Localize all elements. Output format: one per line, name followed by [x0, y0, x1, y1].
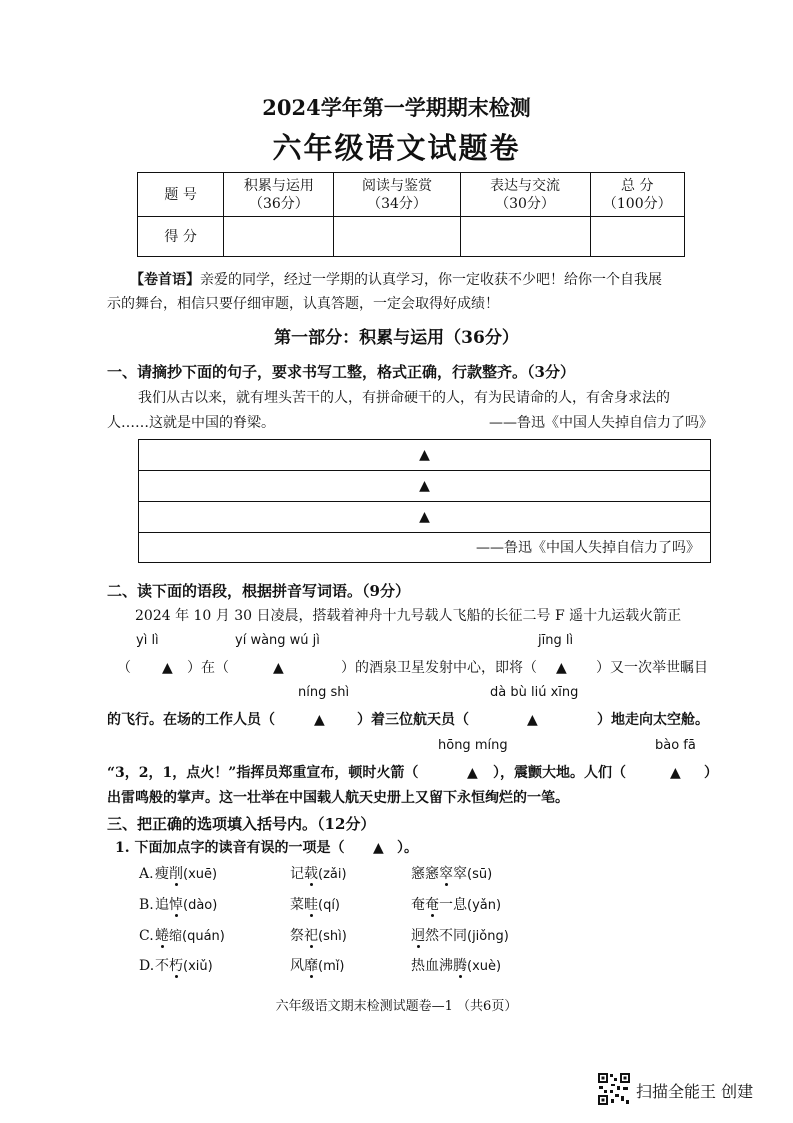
qr-code-icon: [597, 1072, 631, 1106]
score-table-col-4: 总 分 （100分）: [590, 173, 684, 217]
intro-line-2: 示的舞台，相信只要仔细审题，认真答题，一定会取得好成绩！: [107, 296, 499, 312]
exam-title: 六年级语文试题卷: [272, 131, 521, 165]
score-table-col-1: 积累与运用 （36分）: [224, 173, 334, 217]
q3-sub1-b: ）。: [397, 840, 418, 856]
score-cell-3[interactable]: [460, 217, 590, 257]
score-table: [137, 172, 685, 257]
copy-writing-box: [138, 439, 711, 563]
q2-line-3a: 的飞行。在场的工作人员（: [107, 712, 275, 728]
option-word-2: 记载(zǎi): [290, 866, 347, 882]
option-word-1: 蜷缩(quán): [155, 928, 225, 944]
option-word-1: 不朽(xiǔ): [155, 958, 213, 974]
option-word-2: 菜畦(qí): [290, 897, 341, 913]
q1-attribution: ——鲁迅《中国人失掉自信力了吗》: [489, 415, 713, 431]
q2-line-1: 2024 年 10 月 30 日凌晨，搭载着神舟十九号载人飞船的长征二号 F 遥十九运载火箭正: [135, 608, 682, 624]
q3-title: 三、把正确的选项填入括号内。（12分）: [107, 815, 376, 833]
score-cell-total[interactable]: [590, 217, 684, 257]
answer-marker: ▲: [419, 509, 430, 525]
score-table-col-3: 表达与交流 （30分）: [460, 173, 590, 217]
answer-marker[interactable]: ▲: [556, 660, 567, 676]
part1-title: 第一部分：积累与运用（36分）: [274, 328, 519, 348]
intro-line-1: 【卷首语】亲爱的同学，经过一学期的认真学习，你一定收获不少吧！给你一个自我展: [130, 272, 662, 288]
score-cell-1[interactable]: [224, 217, 334, 257]
q2-line-2c: ）又一次举世瞩目: [596, 660, 708, 676]
option-word-2: 祭祀(shì): [290, 928, 347, 944]
option-letter: D.: [139, 958, 155, 974]
q2-title: 二、读下面的语段，根据拼音写词语。（9分）: [107, 582, 410, 600]
pinyin-baofa: bào fā: [655, 738, 696, 753]
score-table-col-2: 阅读与鉴赏 （34分）: [334, 173, 460, 217]
option-word-3: 窸窸窣窣(sū): [411, 866, 493, 882]
q2-line-5: 出雷鸣般的掌声。这一壮举在中国载人航天史册上又留下永恒绚烂的一笔。: [107, 790, 569, 806]
copy-line-1[interactable]: [139, 440, 710, 471]
score-table-header-label: 题 号: [138, 173, 224, 217]
answer-marker[interactable]: ▲: [314, 712, 325, 728]
answer-marker[interactable]: ▲: [273, 660, 284, 676]
q1-title: 一、请摘抄下面的句子，要求书写工整，格式正确，行款整齐。（3分）: [107, 363, 575, 381]
option-letter: C.: [139, 928, 154, 944]
q2-line-2b: ）的酒泉卫星发射中心，即将（: [341, 660, 537, 676]
pinyin-dabuliuxing: dà bù liú xīng: [490, 685, 579, 700]
option-letter: B.: [139, 897, 154, 913]
q2-line-3b: ）着三位航天员（: [357, 712, 469, 728]
option-word-2: 风靡(mǐ): [290, 958, 345, 974]
copy-line-2[interactable]: [139, 471, 710, 502]
answer-marker: ▲: [419, 478, 430, 494]
option-word-1: 瘦削(xuē): [155, 866, 218, 882]
exam-subtitle: 2024学年第一学期期末检测: [262, 95, 531, 120]
option-word-3: 迥然不同(jiǒng): [411, 928, 509, 944]
pinyin-ningshi: níng shì: [298, 685, 350, 700]
answer-marker[interactable]: ▲: [670, 765, 681, 781]
option-word-1: 追悼(dào): [155, 897, 218, 913]
answer-marker[interactable]: ▲: [467, 765, 478, 781]
q2-line-2a: ）在（: [187, 660, 229, 676]
score-row-label: 得 分: [138, 217, 224, 257]
q2-line-4a: “3，2，1，点火！”指挥员郑重宣布，顿时火箭（: [107, 765, 419, 781]
q1-passage-line-2: 人……这就是中国的脊梁。: [107, 415, 275, 431]
answer-marker[interactable]: ▲: [373, 840, 384, 856]
score-cell-2[interactable]: [334, 217, 460, 257]
page-footer: 六年级语文期末检测试题卷—1 （共6页）: [275, 999, 518, 1014]
option-letter: A.: [139, 866, 154, 882]
scanner-watermark: 扫描全能王 创建: [636, 1082, 754, 1101]
q1-passage-line-1: 我们从古以来，就有埋头苦干的人，有拼命硬干的人，有为民请命的人，有舍身求法的: [138, 390, 670, 406]
copy-line-3[interactable]: [139, 502, 710, 533]
copy-line-4[interactable]: ——鲁迅《中国人失掉自信力了吗》: [476, 540, 700, 556]
option-word-3: 热血沸腾(xuè): [411, 958, 502, 974]
q2-line-2-open: （: [117, 660, 131, 676]
q2-line-4c: ）: [704, 765, 718, 781]
option-word-3: 奄奄一息(yǎn): [411, 897, 502, 913]
q2-line-3c: ）地走向太空舱。: [597, 712, 709, 728]
pinyin-jingli: jīng lì: [538, 633, 574, 648]
pinyin-yili: yì lì: [136, 633, 159, 648]
q3-sub1-a: 1. 下面加点字的读音有误的一项是（: [115, 840, 345, 856]
answer-marker[interactable]: ▲: [162, 660, 173, 676]
pinyin-hongming: hōng míng: [438, 738, 508, 753]
q2-line-4b: ），震颤大地。人们（: [493, 765, 626, 781]
pinyin-yiwangwuji: yí wàng wú jì: [235, 633, 320, 648]
answer-marker[interactable]: ▲: [527, 712, 538, 728]
answer-marker: ▲: [419, 447, 430, 463]
